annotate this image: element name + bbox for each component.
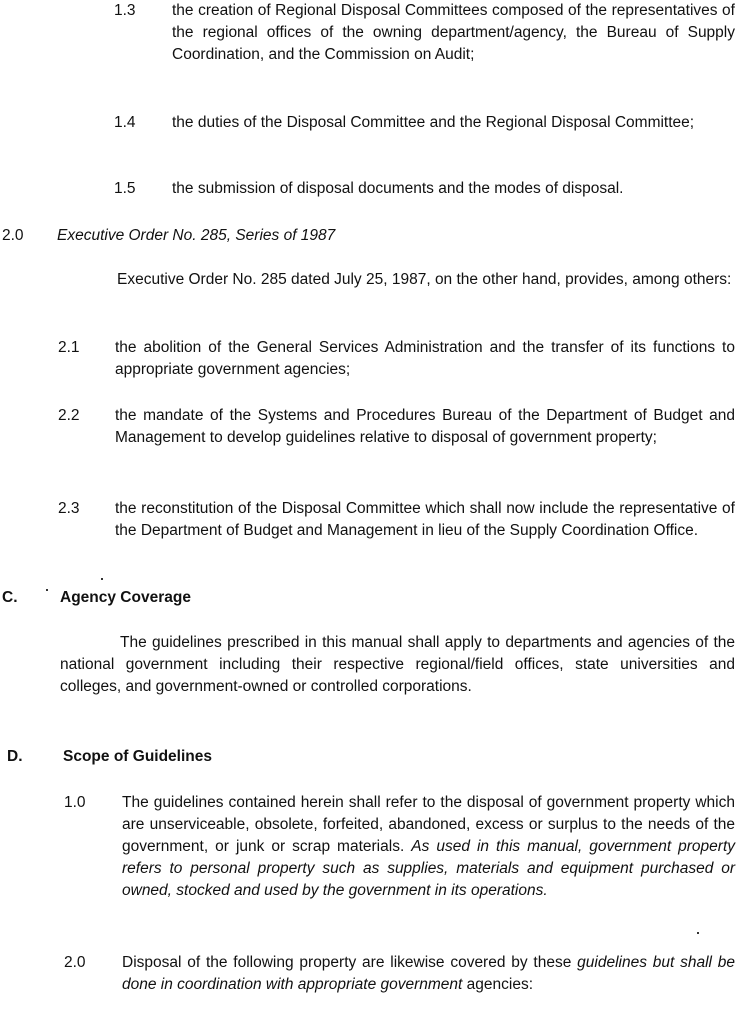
item-text-2-1: the abolition of the General Services Administration and the transfer of its functions to appropriate government agencies; <box>115 339 735 378</box>
item-text-d-2-0-tail: agencies: <box>466 976 534 993</box>
item-text-1-5: the submission of disposal documents and the modes of disposal. <box>172 180 624 197</box>
section-d-title: Scope of Guidelines <box>63 748 212 765</box>
section-c-paragraph: The guidelines prescribed in this manual shall apply to departments and agencies of the national government including their respective regional/field offices, state universities and colleges, and government-owned or controlled corporations. <box>60 634 735 695</box>
section-d-letter: D. <box>7 748 23 765</box>
item-number-1-4: 1.4 <box>114 114 136 131</box>
eo-heading-number: 2.0 <box>2 227 24 244</box>
item-text-d-2-0 <box>122 952 735 996</box>
item-text-d-2-0-italic: guidelines but shall be done in coordination with appropriate government <box>122 954 735 993</box>
eo-intro-paragraph: Executive Order No. 285 dated July 25, 1987, on the other hand, provides, among others: <box>117 271 732 288</box>
item-number-1-5: 1.5 <box>114 180 136 197</box>
item-text-1-4: the duties of the Disposal Committee and the Regional Disposal Committee; <box>172 114 695 131</box>
item-number-d-1-0: 1.0 <box>64 794 86 811</box>
item-number-d-2-0: 2.0 <box>64 954 86 971</box>
eo-heading-title: Executive Order No. 285, Series of 1987 <box>57 227 336 244</box>
item-text-2-2: the mandate of the Systems and Procedures Bureau of the Department of Budget and Management to develop guidelines relative to disposal of government property; <box>115 407 735 446</box>
section-c-title: Agency Coverage <box>60 589 191 606</box>
item-text-1-3: the creation of Regional Disposal Committees composed of the representatives of the regional offices of the owning department/agency, the Bureau of Supply Coordination, and the Commission on Audit; <box>172 2 735 63</box>
scan-speck <box>101 578 103 580</box>
item-text-d-1-0-italic: As used in this manual, government property refers to personal property such as supplies, materials and equipment purchased or owned, stocked and used by the government in its operations. <box>122 838 736 899</box>
item-number-1-3: 1.3 <box>114 2 136 19</box>
item-text-2-3: the reconstitution of the Disposal Committee which shall now include the representative of the Department of Budget and Management in lieu of the Supply Coordination Office. <box>115 500 735 539</box>
item-text-d-1-0-regular: The guidelines contained herein shall refer to the disposal of government property which are unserviceable, obsolete, forfeited, abandoned, excess or surplus to the needs of the government, or junk or scrap materials. <box>122 794 735 855</box>
scan-speck <box>697 932 699 934</box>
section-c-letter: C. <box>2 589 18 606</box>
item-number-2-3: 2.3 <box>58 500 80 517</box>
item-number-2-2: 2.2 <box>58 407 80 424</box>
item-number-2-1: 2.1 <box>58 339 80 356</box>
scan-speck <box>46 589 48 591</box>
item-text-d-2-0-regular: Disposal of the following property are likewise covered by these <box>122 954 572 971</box>
item-text-d-1-0 <box>122 792 735 902</box>
